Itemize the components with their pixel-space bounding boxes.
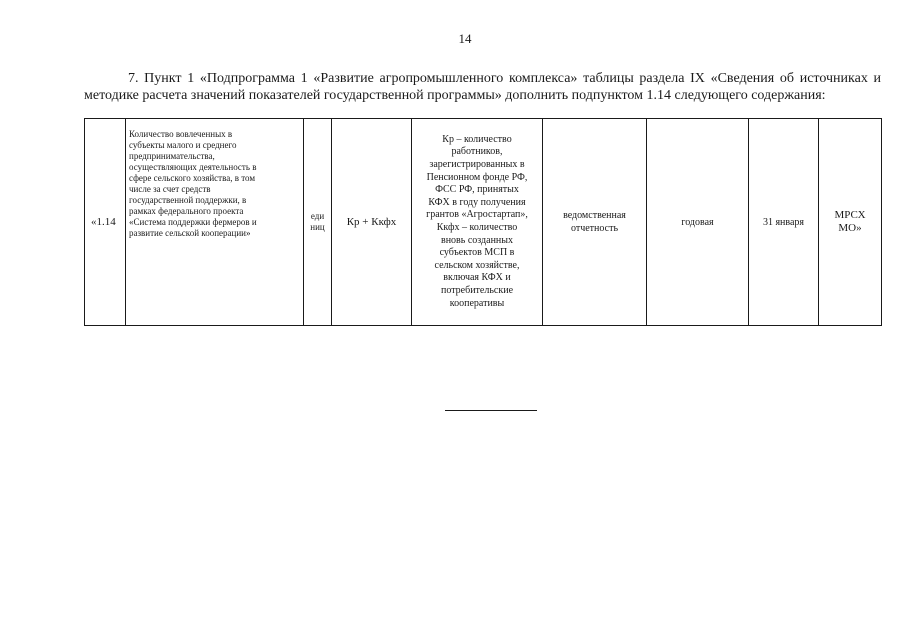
indicator-table — [84, 118, 882, 326]
cell-item-number: «1.14 — [85, 119, 126, 326]
intro-paragraph: 7. Пункт 1 «Подпрограмма 1 «Развитие агропромышленного комплекса» таблицы раздела IX «Сведения об источниках и методике расчета значений показателей государственной программы» дополнить подпунктом 1.14 следующего содержания: — [84, 71, 881, 103]
cell-periodicity: годовая — [647, 119, 749, 326]
cell-indicator-name: Количество вовлеченных в субъекты малого и среднего предпринимательства, осуществляющих деятельность в сфере сельского хозяйства, в том числе за счет средств государственной поддержки, в рамках федерального проекта «Система поддержки фермеров и развитие сельской кооперации» — [126, 119, 304, 326]
table-row — [85, 119, 882, 326]
cell-responsible: МРСХ МО» — [819, 119, 882, 326]
cell-deadline: 31 января — [749, 119, 819, 326]
end-separator-line — [445, 410, 537, 411]
cell-data-source: ведомственная отчетность — [543, 119, 647, 326]
page-number: 14 — [458, 31, 472, 46]
cell-formula: Кр + Ккфх — [332, 119, 412, 326]
cell-unit: еди ниц — [304, 119, 332, 326]
cell-formula-description: Кр – количество работников, зарегистрированных в Пенсионном фонде РФ, ФСС РФ, принятых КФХ в году получения грантов «Агростартап», Ккфх – количество вновь созданных субъектов МСП в сельском хозяйстве, включая КФХ и потребительские кооперативы — [412, 119, 543, 326]
